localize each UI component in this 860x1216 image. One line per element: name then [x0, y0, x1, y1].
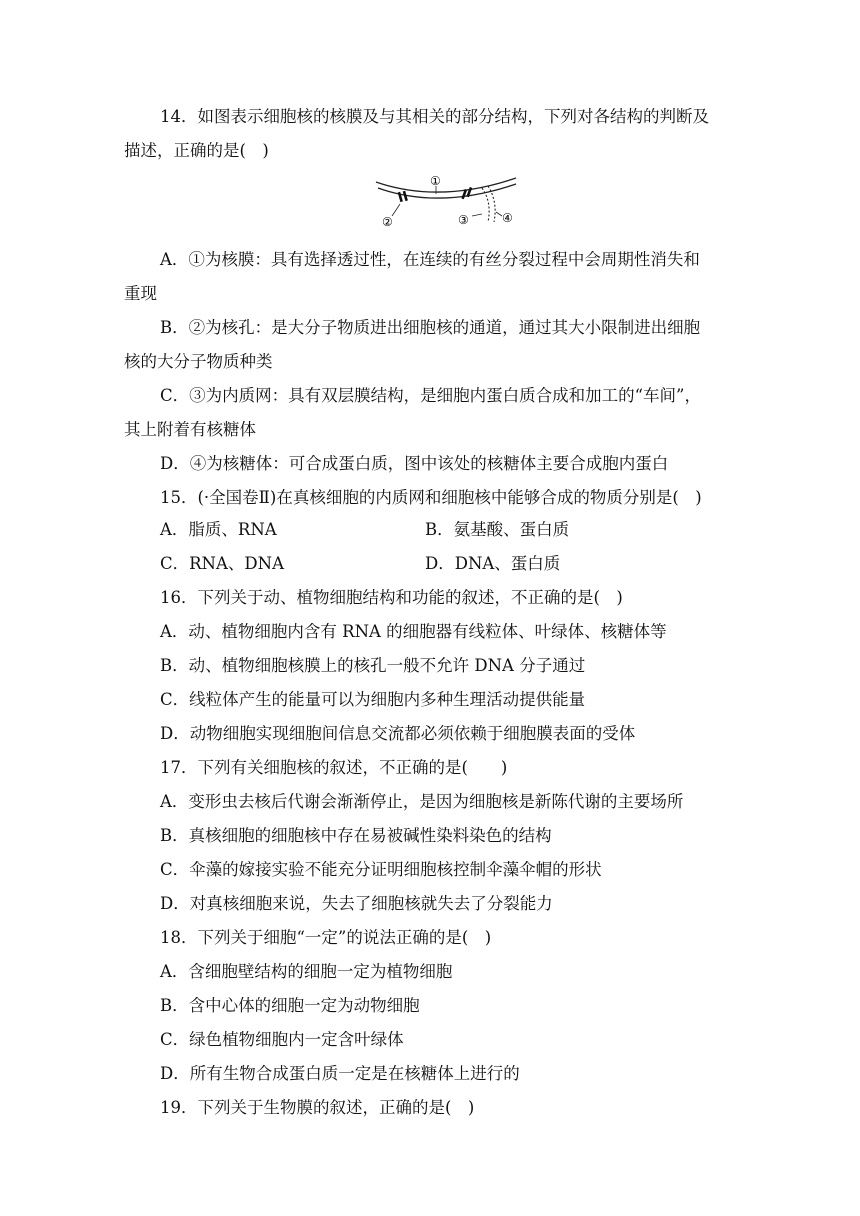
q14-option-d: D．④为核糖体：可合成蛋白质，图中该处的核糖体主要合成胞内蛋白	[160, 454, 669, 473]
q14-option-b-line1: B．②为核孔：是大分子物质进出细胞核的通道，通过其大小限制进出细胞	[160, 318, 701, 337]
q15-option-b: B．氨基酸、蛋白质	[425, 520, 570, 539]
q18-option-d: D．所有生物合成蛋白质一定是在核糖体上进行的	[160, 1064, 520, 1083]
q14-option-a-line1: A．①为核膜：具有选择透过性，在连续的有丝分裂过程中会周期性消失和	[160, 250, 700, 269]
figure-label-1: ①	[430, 174, 441, 188]
q17-option-a: A．变形虫去核后代谢会渐渐停止，是因为细胞核是新陈代谢的主要场所	[160, 792, 684, 811]
q14-option-c-line2: 其上附着有核糖体	[124, 420, 256, 439]
q19-stem: 19．下列关于生物膜的叙述，正确的是( )	[160, 1098, 475, 1117]
q14-option-b-line2: 核的大分子物质种类	[124, 352, 273, 371]
q16-option-a: A．动、植物细胞内含有 RNA 的细胞器有线粒体、叶绿体、核糖体等	[160, 622, 667, 641]
q14-stem-line2: 描述，正确的是( )	[124, 141, 269, 160]
q16-option-b: B．动、植物细胞核膜上的核孔一般不允许 DNA 分子通过	[160, 656, 586, 675]
q17-option-b: B．真核细胞的细胞核中存在易被碱性染料染色的结构	[160, 826, 552, 845]
q16-option-d: D．动物细胞实现细胞间信息交流都必须依赖于细胞膜表面的受体	[160, 724, 636, 743]
q14-stem-line1: 14．如图表示细胞核的核膜及与其相关的部分结构，下列对各结构的判断及	[160, 107, 709, 126]
q15-option-c: C．RNA、DNA	[160, 554, 284, 573]
q15-option-d: D．DNA、蛋白质	[425, 554, 561, 573]
q18-stem: 18．下列关于细胞“一定”的说法正确的是( )	[160, 928, 492, 947]
q17-option-c: C．伞藻的嫁接实验不能充分证明细胞核控制伞藻伞帽的形状	[160, 860, 602, 879]
q17-stem: 17．下列有关细胞核的叙述，不正确的是( )	[160, 758, 508, 777]
nuclear-envelope-figure	[370, 172, 520, 230]
figure-label-4: ④	[502, 211, 513, 225]
figure-label-2: ②	[382, 215, 393, 229]
figure-label-3: ③	[458, 213, 469, 227]
q18-option-a: A．含细胞壁结构的细胞一定为植物细胞	[160, 962, 453, 981]
q16-option-c: C．线粒体产生的能量可以为细胞内多种生理活动提供能量	[160, 690, 586, 709]
q16-stem: 16．下列关于动、植物细胞结构和功能的叙述，不正确的是( )	[160, 588, 623, 607]
q17-option-d: D．对真核细胞来说，失去了细胞核就失去了分裂能力	[160, 894, 553, 913]
q18-option-b: B．含中心体的细胞一定为动物细胞	[160, 996, 420, 1015]
q18-option-c: C．绿色植物细胞内一定含叶绿体	[160, 1030, 404, 1049]
q14-option-c-line1: C．③为内质网：具有双层膜结构，是细胞内蛋白质合成和加工的“车间”，	[160, 386, 701, 405]
q15-stem: 15．(·全国卷Ⅱ)在真核细胞的内质网和细胞核中能够合成的物质分别是( )	[160, 488, 702, 507]
q15-option-a: A．脂质、RNA	[160, 520, 277, 539]
q14-option-a-line2: 重现	[124, 284, 157, 303]
